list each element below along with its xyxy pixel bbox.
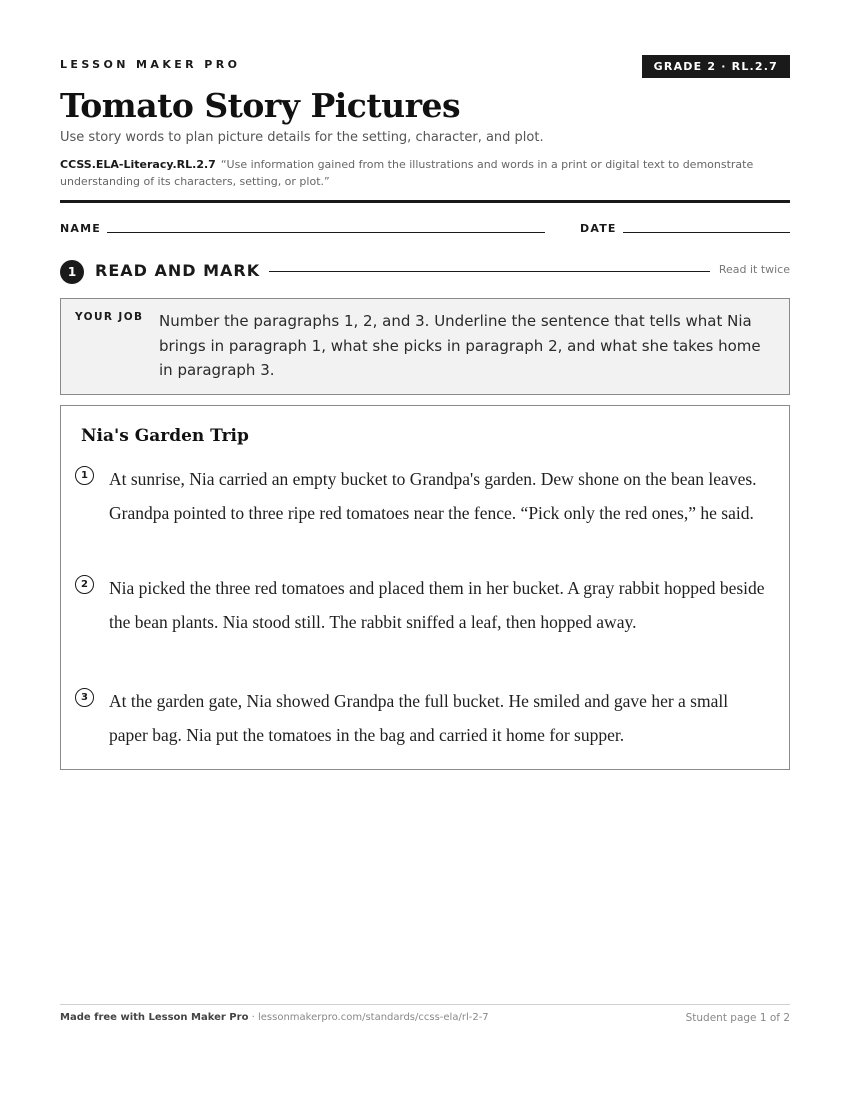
section-title: READ AND MARK: [95, 261, 261, 280]
standard-note: [60, 156, 790, 190]
job-instructions-box: [60, 298, 790, 395]
name-field[interactable]: [107, 232, 545, 233]
page-title: Tomato Story Pictures: [60, 86, 461, 125]
brand-name: LESSON MAKER PRO: [60, 58, 241, 71]
paragraph-text: At sunrise, Nia carried an empty bucket to Grandpa's garden. Dew shone on the bean leaves. Grandpa pointed to three ripe red tomatoes near the fence. “Pick only the red ones,” he said.: [109, 469, 757, 523]
paragraph-text: At the garden gate, Nia showed Grandpa the full bucket. He smiled and gave her a small paper bag. Nia put the tomatoes in the bag and carried it home for supper.: [109, 691, 729, 745]
story-passage-box: [60, 405, 790, 770]
section-rule: [269, 271, 710, 272]
footer-credit: [60, 1012, 489, 1023]
worksheet-page: [60, 0, 790, 1100]
paragraph-number-circle: 1: [75, 466, 94, 485]
section-hint: Read it twice: [718, 263, 790, 276]
footer-made-with: Made free with Lesson Maker Pro: [60, 1012, 249, 1023]
job-label: YOUR JOB: [75, 311, 144, 323]
page-subtitle: Use story words to plan picture details for the setting, character, and plot.: [60, 130, 544, 145]
section-number-badge: 1: [60, 260, 84, 284]
footer-page-number: Student page 1 of 2: [685, 1012, 790, 1024]
paragraph-number-circle: 3: [75, 688, 94, 707]
job-text: Number the paragraphs 1, 2, and 3. Underline the sentence that tells what Nia brings in paragraph 1, what she picks in paragraph 2, and what she takes home in paragraph 3.: [159, 312, 761, 379]
grade-badge: GRADE 2 · RL.2.7: [642, 55, 790, 78]
header-divider: [60, 200, 790, 203]
name-label: NAME: [60, 222, 101, 235]
paragraph-number-circle: 2: [75, 575, 94, 594]
footer-separator: ·: [248, 1012, 258, 1023]
date-label: DATE: [580, 222, 617, 235]
story-title: Nia's Garden Trip: [81, 426, 249, 446]
footer-divider: [60, 1004, 790, 1005]
date-field[interactable]: [623, 232, 790, 233]
footer-url-link[interactable]: lessonmakerpro.com/standards/ccss-ela/rl-2-7: [257, 1012, 489, 1023]
paragraph-text: Nia picked the three red tomatoes and placed them in her bucket. A gray rabbit hopped beside the bean plants. Nia stood still. The rabbit sniffed a leaf, then hopped away.: [109, 578, 765, 632]
standard-quote: “Use information gained from the illustrations and words in a print or digital text to demonstrate understanding of its characters, setting, or plot.”: [60, 158, 754, 188]
standard-code: CCSS.ELA-Literacy.RL.2.7: [60, 158, 216, 171]
